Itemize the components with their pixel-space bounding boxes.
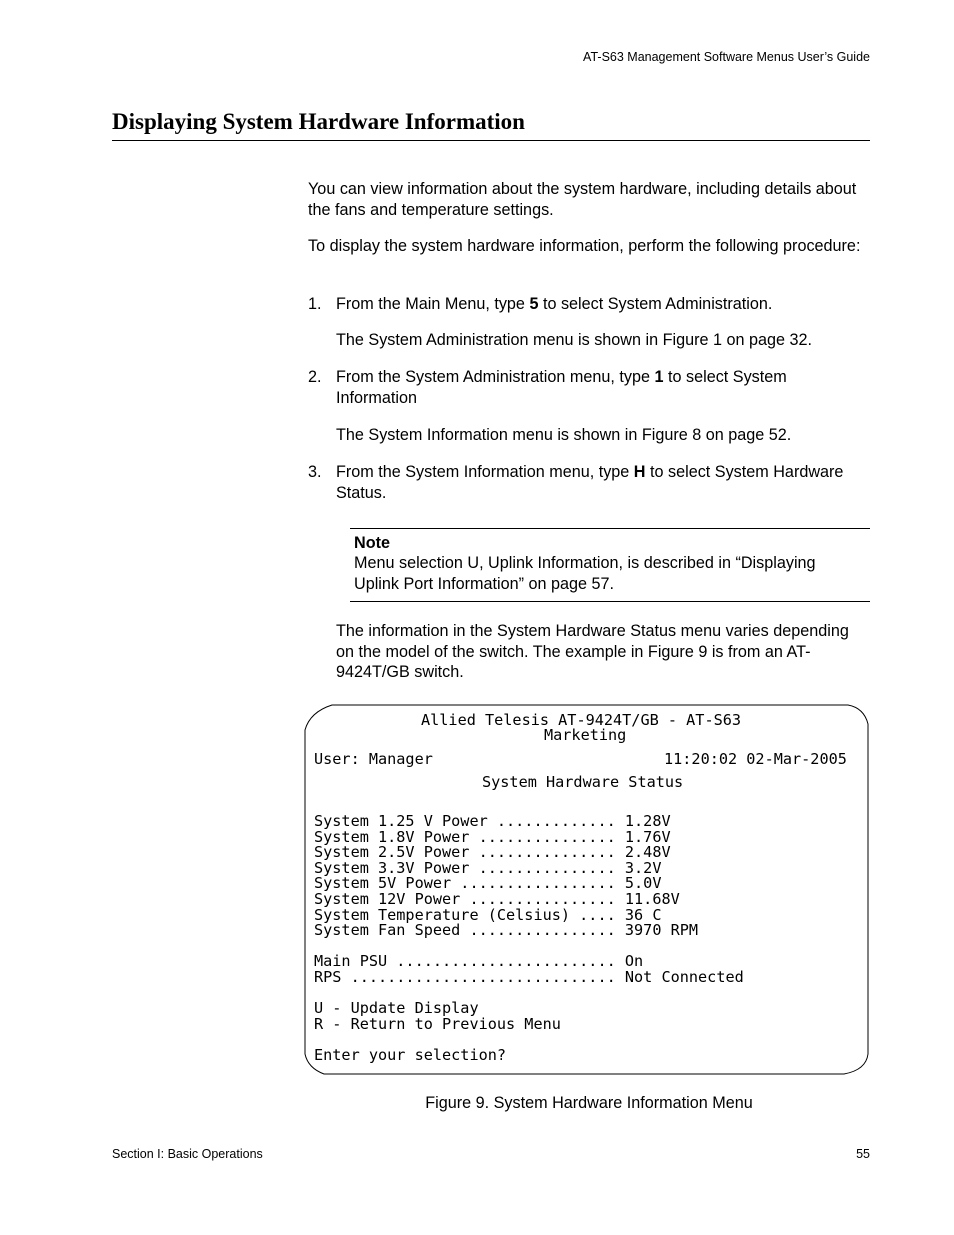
step-3-text: From the System Information menu, type H to select System Hardware Status. [336, 463, 844, 502]
step-2-result: The System Information menu is shown in Figure 8 on page 52. [336, 426, 792, 444]
model-variation-paragraph: The information in the System Hardware Status menu varies depending on the model of the switch. The example in Figure 9 is from an AT-9424T/GB switch. [336, 622, 849, 681]
terminal-menu-title: System Hardware Status [482, 773, 684, 791]
terminal-options [314, 1001, 561, 1032]
step-number: 3. [308, 463, 322, 481]
step-1-key: 5 [529, 295, 539, 313]
terminal-datetime: 11:20:02 02-Mar-2005 [664, 750, 847, 768]
option-update-display: U - Update Display [314, 999, 479, 1017]
terminal-screen [304, 704, 870, 1076]
status-line: System Temperature (Celsius) .... 36 C [314, 905, 662, 924]
note-label: Note [354, 534, 390, 552]
status-line: System 12V Power ................ 11.68V [314, 889, 680, 908]
terminal-psu-list [314, 954, 744, 985]
procedure-intro: To display the system hardware information, perform the following procedure: [308, 237, 861, 255]
option-return-previous: R - Return to Previous Menu [314, 1014, 561, 1033]
terminal-title: Allied Telesis AT-9424T/GB - AT-S63 [421, 711, 742, 729]
status-line: System 1.25 V Power ............. 1.28V [314, 812, 671, 830]
title-rule [112, 140, 870, 141]
terminal-subtitle: Marketing [544, 726, 627, 744]
step-number: 2. [308, 368, 322, 386]
note-box [350, 528, 870, 602]
footer-section: Section I: Basic Operations [112, 1147, 263, 1161]
section-title: Displaying System Hardware Information [112, 109, 525, 134]
status-line: System 1.8V Power ............... 1.76V [314, 827, 671, 846]
intro-paragraph: You can view information about the system hardware, including details about the fans and temperature settings. [308, 180, 857, 219]
step-number: 1. [308, 295, 322, 313]
step-1-result: The System Administration menu is shown in Figure 1 on page 32. [336, 331, 812, 349]
step-3-key: H [633, 463, 646, 481]
terminal-status-list [314, 814, 698, 939]
psu-line: RPS ............................. Not Connected [314, 967, 744, 986]
psu-line: Main PSU ........................ On [314, 952, 644, 970]
figure-caption: Figure 9. System Hardware Information Menu [425, 1094, 753, 1112]
step-1-text: From the Main Menu, type 5 to select System Administration. [336, 295, 773, 313]
status-line: System 5V Power ................. 5.0V [314, 874, 662, 893]
note-text: Menu selection U, Uplink Information, is described in “Displaying Uplink Port Information” on page 57. [354, 554, 816, 593]
status-line: System Fan Speed ................ 3970 RPM [314, 921, 699, 940]
step-2-key: 1 [654, 368, 664, 386]
terminal-prompt: Enter your selection? [314, 1046, 507, 1064]
terminal-user: User: Manager [314, 750, 433, 768]
step-2-text: From the System Administration menu, type 1 to select System Information [336, 368, 787, 407]
status-line: System 2.5V Power ............... 2.48V [314, 843, 671, 862]
status-line: System 3.3V Power ............... 3.2V [314, 858, 662, 877]
running-header: AT-S63 Management Software Menus User’s Guide [583, 50, 870, 64]
page-number: 55 [856, 1147, 870, 1161]
